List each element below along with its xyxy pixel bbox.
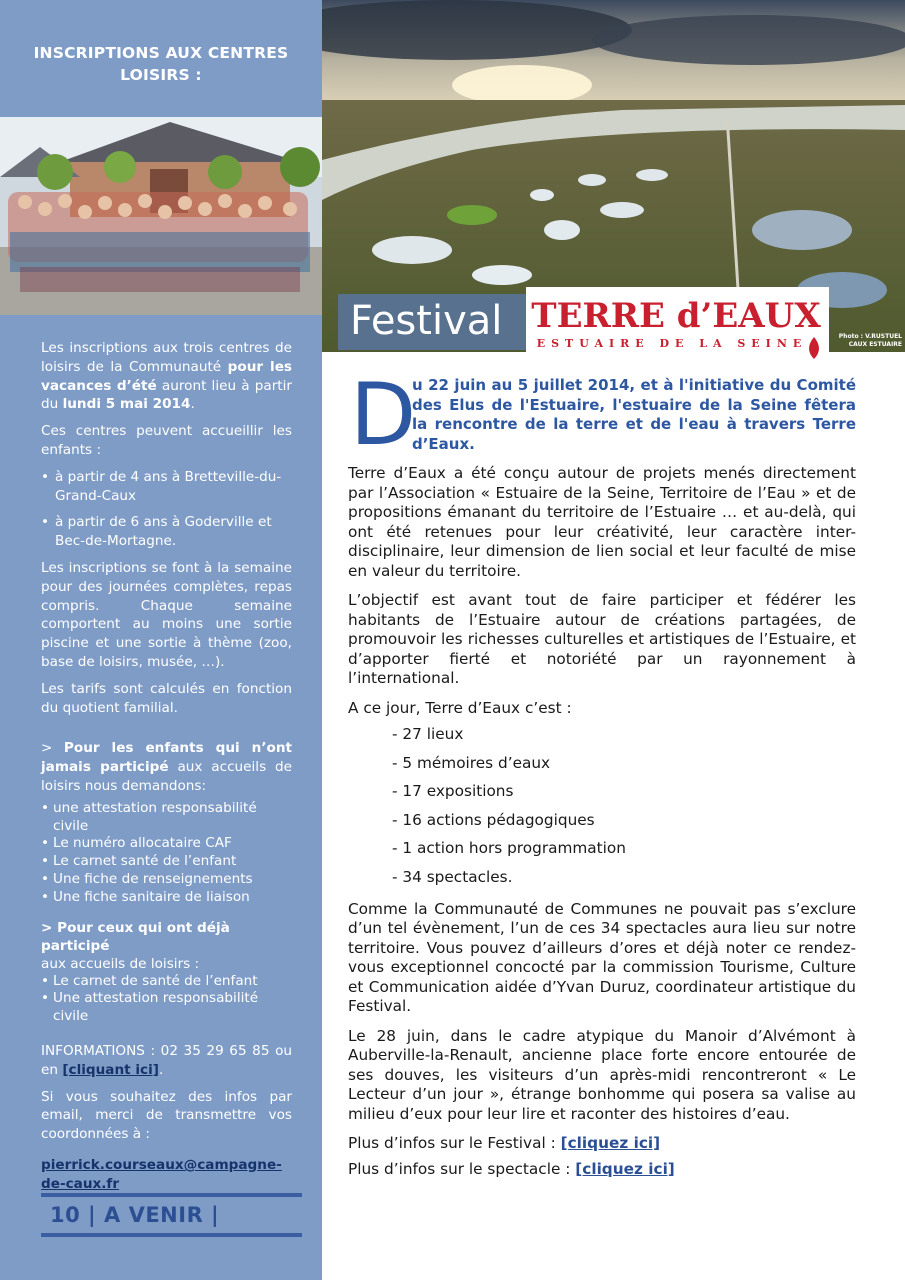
list-item: - 1 action hors programmation: [392, 839, 626, 858]
list-item: - 34 spectacles.: [392, 867, 513, 886]
sidebar-title: INSCRIPTIONS AUX CENTRES LOISIRS :: [33, 44, 289, 84]
list-item: • à partir de 6 ans à Goderville et Bec-de-Mortagne.: [41, 513, 292, 551]
paragraph: Le 28 juin, dans le cadre atypique du Manoir d’Alvémont à Auberville-la-Renault, ancienne place forte encore entourée de ses douves, les visiteurs d’un après-midi rencontreront « Le Lecteur d’un jour », étrange bonhomme qui posera sa valise au milieu d’eux pour leur lire et raconter des histoires d’eau.: [348, 1026, 856, 1123]
list-item: • Une attestation responsabilité civile: [41, 990, 292, 1026]
list-item: - 17 expositions: [392, 782, 514, 801]
info-link[interactable]: [cliquant ici]: [62, 1061, 159, 1078]
paragraph: L’objectif est avant tout de faire participer et fédérer les habitants de l’Estuaire autour de créations partagées, de promouvoir les richesses culturelles et artistiques de l’Estuaire, et d’apporter fierté et notoriété par un rayonnement à l’international.: [348, 591, 856, 687]
list-item: - 16 actions pédagogiques: [392, 810, 595, 829]
capacity-paragraph: Ces centres peuvent accueillir les enfants :: [41, 423, 292, 458]
new-children-list: [41, 800, 292, 907]
article: [348, 365, 856, 1189]
list-item: • à partir de 4 ans à Bretteville-du-Grand-Caux: [41, 468, 292, 506]
list-item: • Le numéro allocataire CAF: [41, 835, 292, 853]
lead-text: u 22 juin au 5 juillet 2014, et à l'initiative du Comité des Elus de l'Estuaire, l'estuaire de la Seine fêtera la rencontre de la terre et de l'eau à travers Terre d’Eaux.: [412, 376, 856, 453]
logo-subtitle: ESTUAIRE DE LA SEINE: [536, 337, 808, 350]
new-children-heading: > Pour les enfants qui n’ont jamais participé aux accueils de loisirs nous demandons:: [41, 740, 292, 794]
figures-list: [392, 720, 856, 892]
paragraph: Comme la Communauté de Communes ne pouvait pas s’exclure d’un tel évènement, l’un de ces 34 spectacles aura lieu sur notre territoire. Vous pouvez d’ailleurs d’ores et déjà noter ce rendez-vous exceptionnel concocté par la commission Tourisme, Culture et Communication aidée d’Yvan Duruz, coordinateur artistique du Festival.: [348, 899, 856, 1016]
email-intro: Si vous souhaitez des infos par email, merci de transmettre vos coordonnées à :: [41, 1088, 292, 1143]
list-item: • Une fiche de renseignements: [41, 871, 292, 889]
drop-cap: D: [350, 365, 417, 465]
age-list: [41, 468, 292, 551]
show-info-line: Plus d’infos sur le spectacle : [cliquez ici]: [348, 1159, 675, 1178]
registration-paragraph: Les inscriptions aux trois centres de loisirs de la Communauté pour les vacances d’été auront lieu à partir du lundi 5 mai 2014.: [41, 340, 293, 413]
section-title: Festival: [338, 294, 526, 350]
article-lead: [348, 365, 856, 465]
festival-info-line: Plus d’infos sur le Festival : [cliquez ici]: [348, 1134, 661, 1153]
page-footer: 10 | A VENIR |: [50, 1203, 220, 1227]
footer-rule-bottom: [41, 1233, 302, 1237]
paragraph: Terre d’Eaux a été conçu autour de projets menés directement par l’Association « Estuaire de la Seine, Territoire de l’Eau » et de propositions émanant du territoire de l’Estuaire … et au-delà, qui ont été retenues pour leur créativité, leur caractère inter-disciplinaire, leur dimension de lien social et leur faculté de mise en valeur du territoire.: [348, 464, 856, 580]
list-item: - 5 mémoires d’eaux: [392, 753, 551, 772]
list-item: • Le carnet de santé de l’enfant: [41, 973, 292, 991]
list-item: • Le carnet santé de l’enfant: [41, 853, 292, 871]
photo-credit: Photo : V.RUSTUEL CAUX ESTUAIRE: [838, 333, 902, 348]
returning-children-list: [41, 973, 292, 1026]
pricing-paragraph: Les tarifs sont calculés en fonction du quotient familial.: [41, 680, 292, 716]
paragraph: A ce jour, Terre d’Eaux c’est :: [348, 698, 572, 717]
returning-children-heading: > Pour ceux qui ont déjà participé aux accueils de loisirs :: [41, 919, 230, 972]
logo-title: TERRE d’EAUX: [531, 296, 821, 336]
festival-link[interactable]: [cliquez ici]: [560, 1134, 661, 1153]
footer-rule-top: [41, 1193, 302, 1197]
show-link[interactable]: [cliquez ici]: [575, 1159, 675, 1178]
list-item: • Une fiche sanitaire de liaison: [41, 889, 292, 907]
email-link[interactable]: pierrick.courseaux@campagne-de-caux.fr: [41, 1156, 282, 1192]
sidebar-body: [41, 339, 292, 1201]
list-item: • une attestation responsabilité civile: [41, 800, 292, 836]
info-paragraph: INFORMATIONS : 02 35 29 65 85 ou en [cliquant ici].: [41, 1042, 292, 1078]
list-item: - 27 lieux: [392, 725, 464, 743]
sidebar: [0, 0, 322, 1280]
children-group-photo: [0, 117, 322, 315]
terre-deaux-logo: [526, 287, 829, 363]
weekly-paragraph: Les inscriptions se font à la semaine pour des journées complètes, repas compris. Chaque semaine comportent au moins une sortie piscine et une sortie à thème (zoo, base de loisirs, musée, …).: [41, 559, 292, 670]
